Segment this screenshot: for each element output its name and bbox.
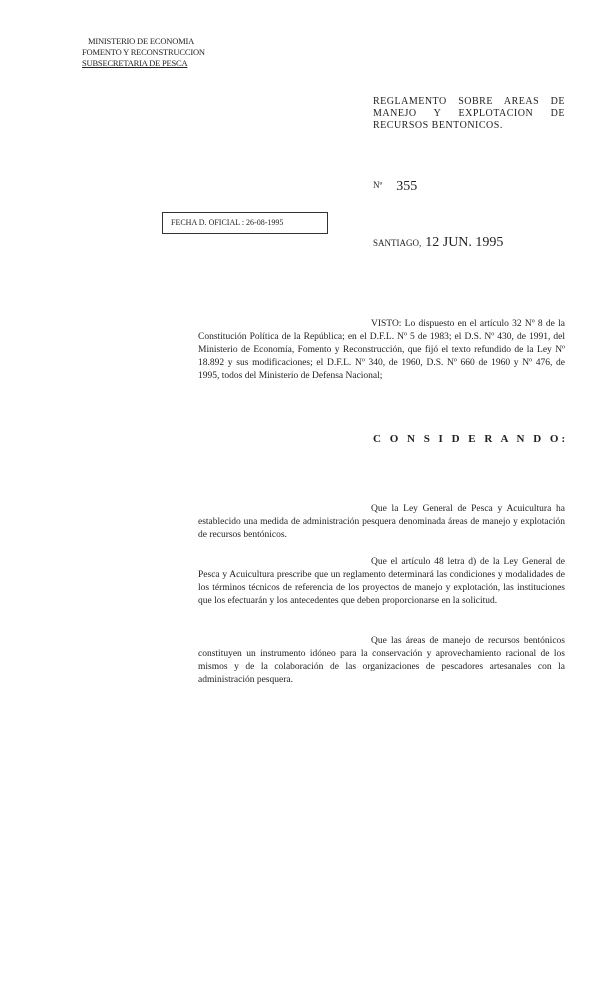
- subsecretaria-name: SUBSECRETARIA DE PESCA: [82, 58, 188, 68]
- considerando-paragraph-1: [198, 503, 565, 542]
- date-value: 12 JUN. 1995: [425, 235, 504, 250]
- considerando-paragraph-2: [198, 556, 565, 608]
- considerando-paragraph-3: [198, 635, 565, 687]
- place-label: SANTIAGO,: [373, 238, 422, 248]
- place-date: [373, 233, 503, 251]
- ministry-name: MINISTERIO DE ECONOMIA: [88, 36, 195, 46]
- number-label: Nº: [373, 180, 383, 190]
- ministry-header: [82, 36, 205, 69]
- ministry-subtitle: FOMENTO Y RECONSTRUCCION: [82, 47, 205, 57]
- paragraph-text: Que el artículo 48 letra d) de la Ley General de Pesca y Acuicultura prescribe que un reglamento determinará las condiciones y modalidades de los términos técnicos de referencia de los proyectos de manejo y explotación, las instituciones que los efectuarán y los antecedentes que deben proporcionarse en la solicitud.: [198, 557, 565, 606]
- fecha-oficial-box: FECHA D. OFICIAL : 26-08-1995: [162, 212, 328, 234]
- paragraph-text: Que las áreas de manejo de recursos bentónicos constituyen un instrumento idóneo para la conservación y aprovechamiento racional de los mismos y de la colaboración de las organizaciones de pescadores artesanales con la administración pesquera.: [198, 636, 565, 685]
- considerando-heading: C O N S I D E R A N D O:: [373, 433, 569, 445]
- visto-paragraph: [198, 318, 565, 383]
- number-value: 355: [396, 179, 418, 194]
- paragraph-text: Que la Ley General de Pesca y Acuicultura ha establecido una medida de administración pesquera denominada áreas de manejo y explotación de recursos bentónicos.: [198, 504, 565, 540]
- decree-number: [373, 177, 417, 195]
- document-title: REGLAMENTO SOBRE AREAS DE MANEJO Y EXPLOTACION DE RECURSOS BENTONICOS.: [373, 96, 565, 131]
- visto-text: VISTO: Lo dispuesto en el artículo 32 Nº 8 de la Constitución Política de la República; en el D.F.L. Nº 5 de 1983; el D.S. Nº 430, de 1991, del Ministerio de Economía, Fomento y Reconstrucción, que fijó el texto refundido de la Ley Nº 18.892 y sus modificaciones; el D.F.L. Nº 340, de 1960, D.S. Nº 660 de 1960 y Nº 476, de 1995, todos del Ministerio de Defensa Nacional;: [198, 319, 565, 381]
